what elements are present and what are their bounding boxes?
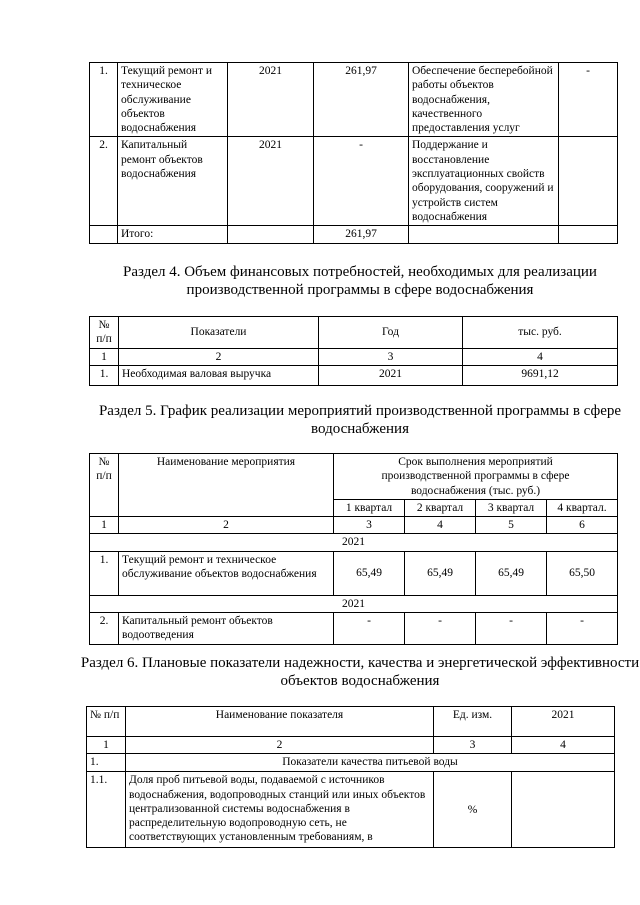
row-number: 2. [90, 613, 119, 645]
col-number: 2 [126, 737, 434, 754]
total-label: Итого: [118, 226, 228, 244]
indicator-name: Доля проб питьевой воды, подаваемой с источников водоснабжения, водопроводных станций или иных объектов централизованной системы водоснабжения в распределительную водопроводную сеть, не соответствующих установленным требованиям, в [126, 772, 434, 848]
total-cost: 261,97 [314, 226, 409, 244]
activity-year: 2021 [228, 63, 314, 137]
year-label: 2021 [90, 534, 618, 551]
section-5-title: Раздел 5. График реализации мероприятий производственной программы в сфере водоснабжения [98, 403, 622, 437]
activity-extra [559, 137, 618, 226]
column-numbers-row [90, 348, 618, 365]
q3-value: - [476, 613, 547, 645]
activity-name: Капитальный ремонт объектов водоотведения [119, 613, 334, 645]
header-unit: Ед. изм. [434, 707, 512, 737]
header-amount: тыс. руб. [463, 317, 618, 349]
header-row [90, 317, 618, 349]
header-q2: 2 квартал [405, 499, 476, 516]
table-row [90, 613, 618, 645]
header-activity: Наименование мероприятия [119, 454, 334, 517]
header-indicator: Наименование показателя [126, 707, 434, 737]
table-row [90, 63, 618, 137]
table-row [90, 365, 618, 385]
q3-value: 65,49 [476, 551, 547, 595]
activity-effect: Обеспечение бесперебойной работы объектов водоснабжения, качественного предоставления услуг [409, 63, 559, 137]
table-row [87, 772, 615, 848]
column-numbers-row [90, 517, 618, 534]
section-4-title: Раздел 4. Объем финансовых потребностей, необходимых для реализации производственной программы в сфере водоснабжения [123, 264, 597, 298]
table-row [90, 551, 618, 595]
column-numbers-row [87, 737, 615, 754]
group-label: Показатели качества питьевой воды [126, 754, 615, 772]
header-year: Год [319, 317, 463, 349]
header-num: № п/п [87, 707, 126, 737]
col-number: 3 [334, 517, 405, 534]
indicator-name: Необходимая валовая выручка [119, 365, 319, 385]
col-number: 1 [90, 517, 119, 534]
activity-name: Капитальный ремонт объектов водоснабжения [118, 137, 228, 226]
header-period: Срок выполнения мероприятий производственной программы в сфере водоснабжения (тыс. руб.) [334, 454, 618, 500]
row-number: 1.1. [87, 772, 126, 848]
year-row [90, 595, 618, 612]
row-number: 1. [90, 365, 119, 385]
q2-value: - [405, 613, 476, 645]
program-activities-table [89, 62, 618, 244]
col-number: 4 [512, 737, 615, 754]
activity-cost: - [314, 137, 409, 226]
year-row [90, 534, 618, 551]
col-number: 4 [463, 348, 618, 365]
header-q1: 1 квартал [334, 499, 405, 516]
group-row [87, 754, 615, 772]
activity-extra: - [559, 63, 618, 137]
col-number: 2 [119, 348, 319, 365]
q1-value: 65,49 [334, 551, 405, 595]
total-row [90, 226, 618, 244]
indicators-table [86, 706, 615, 848]
col-number: 3 [434, 737, 512, 754]
activity-cost: 261,97 [314, 63, 409, 137]
q1-value: - [334, 613, 405, 645]
row-number: 1. [90, 551, 119, 595]
row-number: 1. [90, 63, 118, 137]
col-number: 1 [90, 348, 119, 365]
q4-value: - [547, 613, 618, 645]
col-number: 6 [547, 517, 618, 534]
row-number: 2. [90, 137, 118, 226]
group-number: 1. [87, 754, 126, 772]
header-q3: 3 квартал [476, 499, 547, 516]
header-num: № п/п [90, 454, 119, 517]
col-number: 2 [119, 517, 334, 534]
section-6-title: Раздел 6. Плановые показатели надежности, качества и энергетической эффективности объектов водоснабжения [80, 655, 640, 689]
table-row [90, 137, 618, 226]
indicator-value [512, 772, 615, 848]
activity-year: 2021 [228, 137, 314, 226]
header-row [87, 707, 615, 737]
activity-effect: Поддержание и восстановление эксплуатационных свойств оборудования, сооружений и устройств систем водоснабжения [409, 137, 559, 226]
activity-name: Текущий ремонт и техническое обслуживание объектов водоснабжения [119, 551, 334, 595]
indicator-year: 2021 [319, 365, 463, 385]
schedule-table [89, 453, 618, 645]
col-number: 4 [405, 517, 476, 534]
header-num: № п/п [90, 317, 119, 349]
q4-value: 65,50 [547, 551, 618, 595]
indicator-unit: % [434, 772, 512, 848]
activity-name: Текущий ремонт и техническое обслуживание объектов водоснабжения [118, 63, 228, 137]
q2-value: 65,49 [405, 551, 476, 595]
header-indicator: Показатели [119, 317, 319, 349]
indicator-value: 9691,12 [463, 365, 618, 385]
header-year: 2021 [512, 707, 615, 737]
financial-needs-table [89, 316, 618, 386]
header-row [90, 454, 618, 500]
year-label: 2021 [90, 595, 618, 612]
header-q4: 4 квартал. [547, 499, 618, 516]
col-number: 3 [319, 348, 463, 365]
col-number: 5 [476, 517, 547, 534]
col-number: 1 [87, 737, 126, 754]
